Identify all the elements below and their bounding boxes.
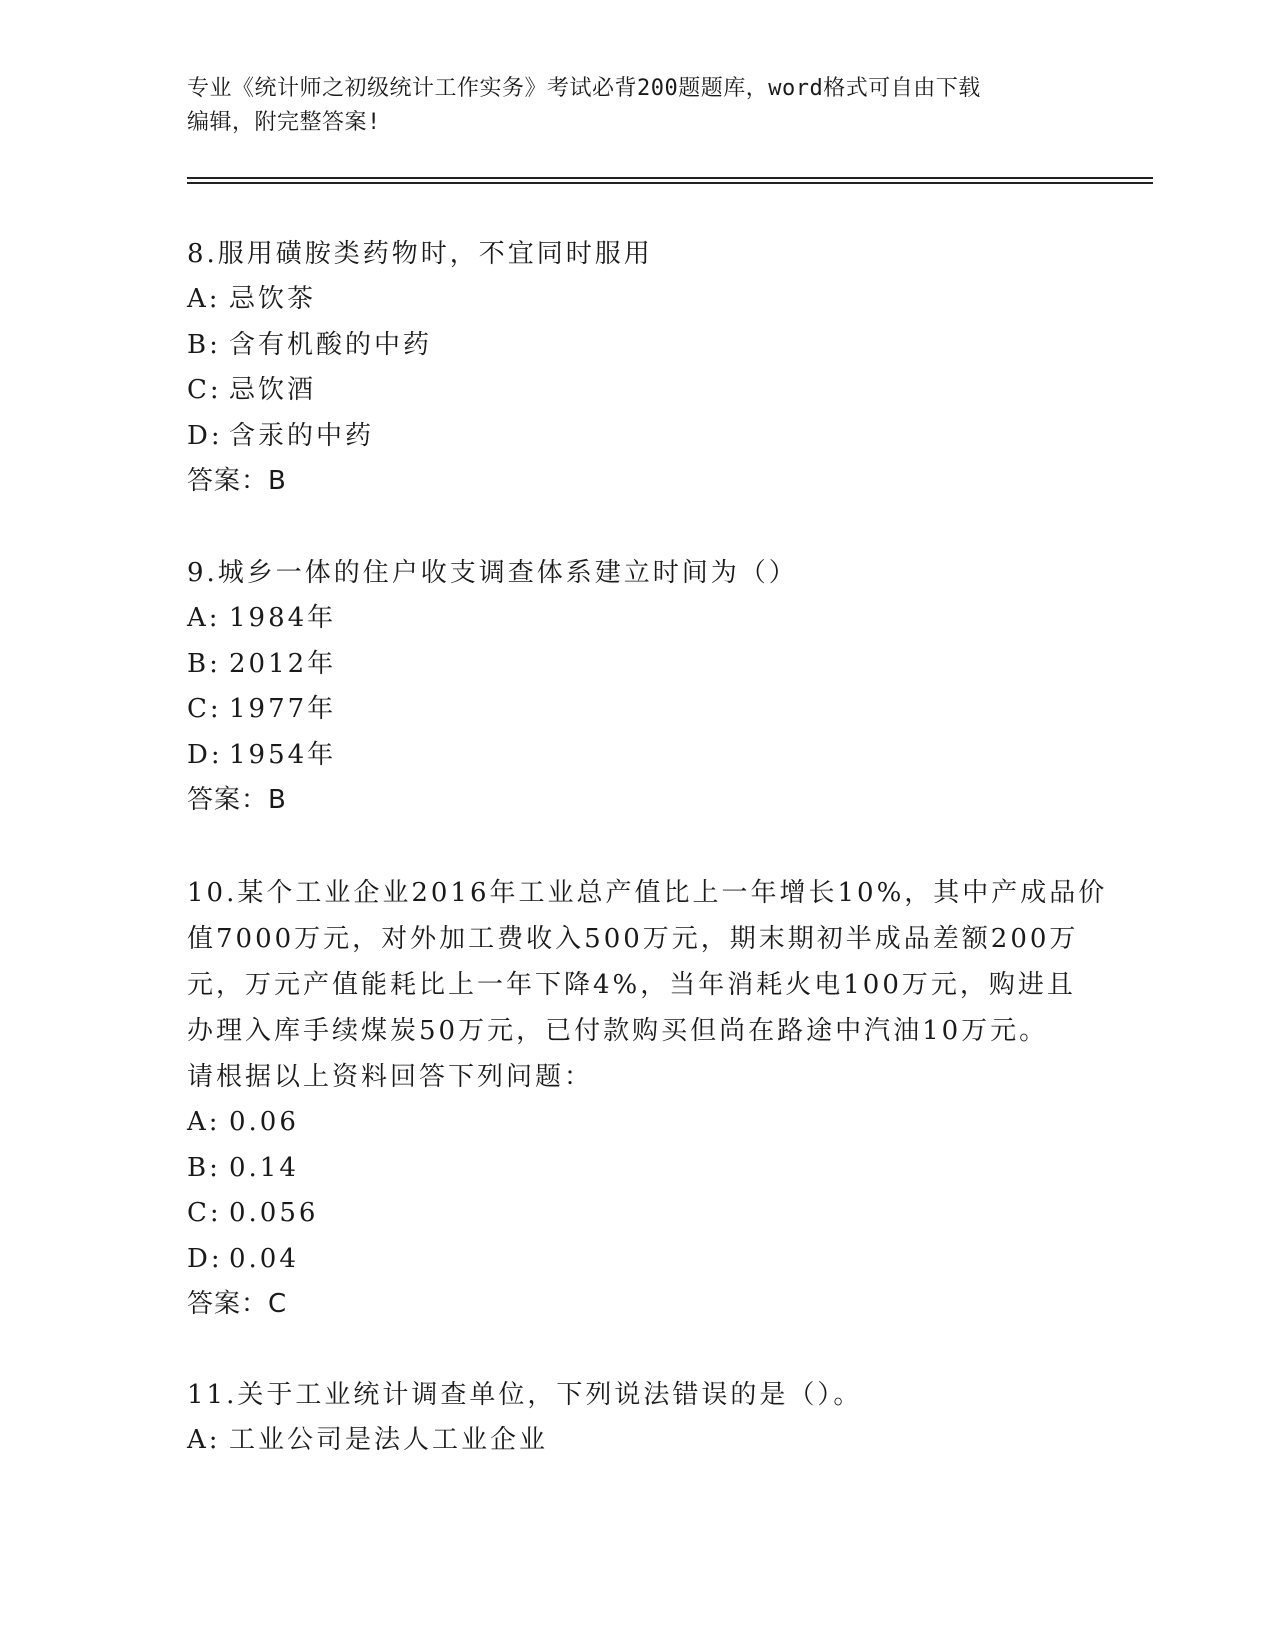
question-stem-line: 元，万元产值能耗比上一年下降4%，当年消耗火电100万元，购进且	[187, 970, 1076, 1000]
option-text: 忌饮酒	[229, 375, 317, 405]
option-key: A:	[187, 1425, 221, 1455]
question-stem-line: 8.服用磺胺类药物时，不宜同时服用	[187, 239, 653, 269]
option-key: C:	[187, 1198, 222, 1228]
option-a	[187, 1418, 1087, 1464]
question-stem	[187, 870, 1108, 1100]
option-key: A:	[187, 284, 221, 314]
answer-line: 答案：B	[187, 466, 287, 496]
question-stem-line: 10.某个工业企业2016年工业总产值比上一年增长10%，其中产成品价	[187, 878, 1108, 908]
option-key: D:	[187, 420, 223, 451]
question-stem-line: 办理入库手续煤炭50万元，已付款购买但尚在路途中汽油10万元。	[187, 1016, 1049, 1046]
question-stem-line: 9.城乡一体的住户收支调查体系建立时间为（）	[187, 558, 798, 588]
option-key: C:	[187, 694, 222, 724]
option-key: B:	[187, 1152, 221, 1183]
option-text: 2012年	[229, 648, 337, 679]
question-stem	[187, 550, 1087, 596]
option-b	[187, 1146, 1087, 1192]
option-key: C:	[187, 375, 222, 405]
question-stem-line: 请根据以上资料回答下列问题：	[187, 1062, 594, 1092]
question-stem-line: 11.关于工业统计调查单位，下列说法错误的是（）。	[187, 1380, 863, 1410]
question-stem-line: 值7000万元，对外加工费收入500万元，期末期初半成品差额200万	[187, 924, 1079, 954]
question-stem	[187, 231, 1087, 277]
option-c	[187, 687, 1087, 733]
option-text: 1977年	[229, 694, 337, 724]
option-b	[187, 642, 1087, 688]
option-key: A:	[187, 603, 221, 633]
option-text: 0.14	[229, 1152, 299, 1183]
header-divider-top	[187, 177, 1153, 179]
header-line-1: 专业《统计师之初级统计工作实务》考试必背200题题库，word格式可自由下载	[187, 76, 981, 101]
question-9	[187, 550, 1087, 823]
option-a	[187, 596, 1087, 642]
question-10	[187, 870, 1108, 1327]
option-text: 0.04	[229, 1243, 299, 1274]
answer-line: 答案：B	[187, 785, 287, 815]
option-text: 忌饮茶	[229, 284, 317, 314]
option-key: D:	[187, 739, 223, 770]
header-divider-bottom	[187, 182, 1153, 184]
option-a	[187, 1100, 1087, 1146]
option-c	[187, 368, 1087, 414]
option-text: 0.06	[229, 1107, 299, 1137]
option-d	[187, 1237, 1087, 1283]
option-a	[187, 277, 1087, 323]
option-text: 0.056	[229, 1198, 319, 1228]
option-d	[187, 414, 1087, 460]
option-c	[187, 1191, 1087, 1237]
option-text: 1984年	[229, 603, 337, 633]
option-key: D:	[187, 1243, 223, 1274]
option-text: 含有机酸的中药	[229, 329, 433, 360]
question-11	[187, 1372, 1087, 1464]
option-text: 工业公司是法人工业企业	[229, 1425, 549, 1455]
option-text: 含汞的中药	[229, 420, 375, 451]
option-d	[187, 733, 1087, 779]
option-text: 1954年	[229, 739, 337, 770]
header-line-2: 编辑，附完整答案!	[187, 110, 381, 135]
option-b	[187, 323, 1087, 369]
document-header	[187, 72, 1087, 140]
option-key: B:	[187, 329, 221, 360]
option-key: B:	[187, 648, 221, 679]
question-8	[187, 231, 1087, 504]
option-key: A:	[187, 1107, 221, 1137]
answer-line: 答案：C	[187, 1289, 288, 1319]
question-stem	[187, 1372, 1087, 1418]
